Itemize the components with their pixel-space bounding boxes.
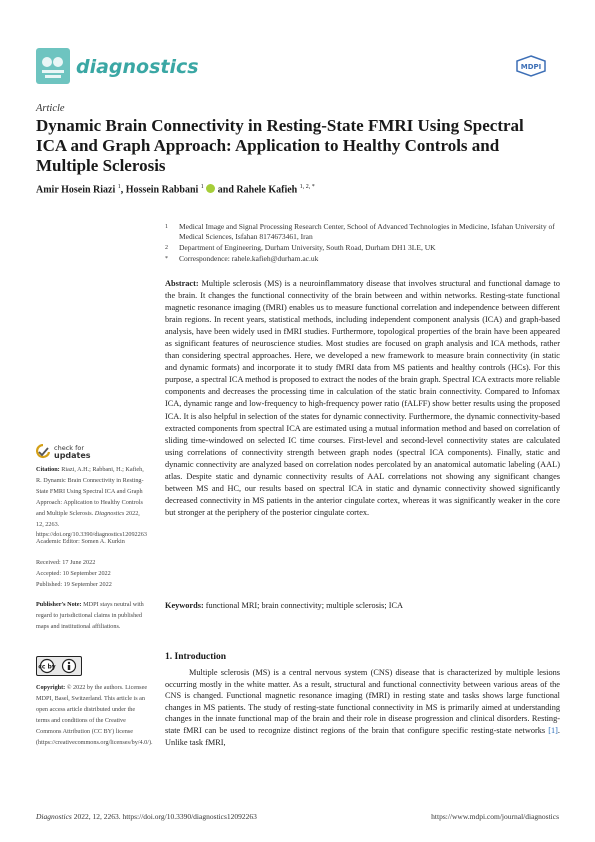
abstract-label: Abstract:: [165, 279, 199, 288]
author-list: Amir Hosein Riazi $^1$, Hossein Rabbani $^1$ and Rahele Kafieh $^{1, 2, *}$: [36, 184, 315, 196]
citation-block: [36, 465, 148, 541]
publisher-logo-text: MDPI: [520, 63, 542, 71]
publisher-note: [36, 600, 148, 633]
affiliation-2: 2 Department of Engineering, Durham University, South Road, Durham DH1 3LE, UK: [165, 243, 436, 252]
author-2[interactable]: Hossein Rabbani: [125, 184, 199, 196]
publisher-note-label: Publisher's Note:: [36, 601, 82, 608]
affiliation-1: 1 Medical Image and Signal Processing Research Center, School of Advanced Technologies in Medicine, Isfahan University of Medical Sciences, Isfahan 8174673461, Iran: [165, 222, 555, 241]
abstract: [165, 278, 560, 519]
citation-doi[interactable]: 2022, 12, 2263. https://doi.org/10.3390/diagnostics12092263: [36, 509, 147, 539]
cc-label: cc by: [38, 663, 56, 671]
footer-citation: Diagnostics 2022, 12, 2263. https://doi.org/10.3390/diagnostics12092263: [36, 812, 257, 821]
check-for-updates-icon[interactable]: [36, 444, 50, 460]
received-date: Received: 17 June 2022: [36, 559, 96, 566]
copyright-text: © 2022 by the authors. Licensee MDPI, Basel, Switzerland. This article is an open access article distributed under the terms and conditions of the Creative Commons Attribution (CC BY) license (https://creativecommons.org/licenses/by/4.0/).: [36, 684, 153, 746]
citation-link[interactable]: [1]: [548, 725, 558, 735]
article-type: Article: [36, 103, 65, 114]
published-date: Published: 19 September 2022: [36, 581, 112, 588]
author-2-sup: 1: [200, 184, 204, 190]
section-heading: 1. Introduction: [165, 652, 227, 662]
journal-name: diagnostics: [76, 56, 199, 78]
publisher-note-text: MDPI stays neutral with regard to jurisdictional claims in published maps and institutional affiliations.: [36, 601, 144, 630]
accepted-date: Accepted: 10 September 2022: [36, 570, 111, 577]
author-1-sup: 1: [117, 184, 121, 190]
abstract-text: Multiple sclerosis (MS) is a neuroinflammatory disease that involves structural and functional damage to the brain. It changes the functional connectivity of the brain between and within networks. Resting-state functional magnetic resonance imaging (fMRI) enables us to measure functional correlation and independence between different brain regions. In recent years, statistical methods, including independent component analysis (ICA) and graph-based analysis, have been widely used in fMRI studies. Furthermore, topological properties of the brain have been appeared as significant features of neuroscience studies. Most studies are focused on graph analysis and ICA methods, rather than considering spectral approaches. Here, we developed a new framework to measure brain connectivity (in static and dynamic formats) and incorporate it to study fMRI data from MS patients and healthy controls (HCs). For this purpose, a spectral ICA method is proposed to extract the nodes of the brain graph. Spectral ICA extracts more reliable components and decreases the processing time in calculation of the static brain connectivity. Compared to Infomax ICA, dynamic range and low-frequency to high-frequency power ratio (fALFF) show better results using the proposed ICA. It is also helpful in selection of the states for dynamic connectivity. Furthermore, the dynamic connectivity-based extracted components from spectral ICA are estimated using a mutual information method and based on correlation of sliding time-windowed on selected IC time courses. First-level and second-level connectivity states are calculated using correlations of connectivity strength between graph nodes (spectral ICA components). Finally, static and dynamic connectivity are analyzed based on correlation nodes percolated by an anatomical automatic labeling (AAL) atlas. Despite static and dynamic connectivity results of AAL correlations not showing any significant changes between MS and HC, our results based on spectral ICA in static and dynamic connectivity showed significantly decreased connectivity in MS patients in the anterior cingulate cortex, whereas it was significantly weaker in the core but stronger at the periphery of the posterior cingulate cortex.: [165, 279, 560, 517]
correspondence: * Correspondence: rahele.kafieh@durham.ac.uk: [165, 254, 319, 263]
citation-journal: Diagnostics: [94, 509, 125, 517]
copyright-block: [36, 683, 153, 748]
cc-license-icon[interactable]: [36, 656, 82, 676]
author-3[interactable]: Rahele Kafieh: [236, 184, 298, 196]
keywords-label: Keywords:: [165, 601, 204, 610]
citation-text: Riazi, A.H.; Rabbani, H.; Kafieh, R. Dynamic Brain Connectivity in Resting-State FMRI Using Spectral ICA and Graph Approach: Application to Healthy Controls and Multiple Sclerosis.: [36, 466, 144, 517]
academic-editor: Academic Editor: Somen A. Kurkin: [36, 538, 125, 545]
author-3-sup: 1, 2, *: [299, 184, 315, 190]
orcid-icon[interactable]: [206, 184, 215, 193]
check-for-updates-label[interactable]: check for updates: [54, 444, 91, 460]
intro-paragraph: Multiple sclerosis (MS) is a central nervous system (CNS) disease that is characterized by multiple lesions occurring mostly in the white matter. As a result, structural and functional connectivity between various areas of the CNS is changed. Functional magnetic resonance imaging (fMRI) in resting state and tasks shows large functional changes in MS patients. The study of resting-state functional connectivity in MS is primarily aimed at understanding changes in the innate functional map of the brain and their role in disease progression and clinical disorders. Resting-state fMRI can be used to recognize distinct regions of the brain that configure specific resting-state networks [1]. Unlike task fMRI,: [165, 668, 560, 747]
citation-label: Citation:: [36, 466, 60, 473]
keywords: [165, 601, 560, 610]
footer-url[interactable]: https://www.mdpi.com/journal/diagnostics: [431, 812, 559, 821]
mdpi-logo-icon: [516, 55, 546, 77]
author-1[interactable]: Amir Hosein Riazi: [36, 184, 116, 196]
keywords-text: functional MRI; brain connectivity; multiple sclerosis; ICA: [205, 601, 404, 610]
copyright-label: Copyright:: [36, 684, 66, 691]
page-title: Dynamic Brain Connectivity in Resting-State FMRI Using Spectral ICA and Graph Approach: Application to Healthy Controls and Multiple Sclerosis: [36, 116, 524, 175]
journal-logo-icon: [36, 48, 70, 84]
